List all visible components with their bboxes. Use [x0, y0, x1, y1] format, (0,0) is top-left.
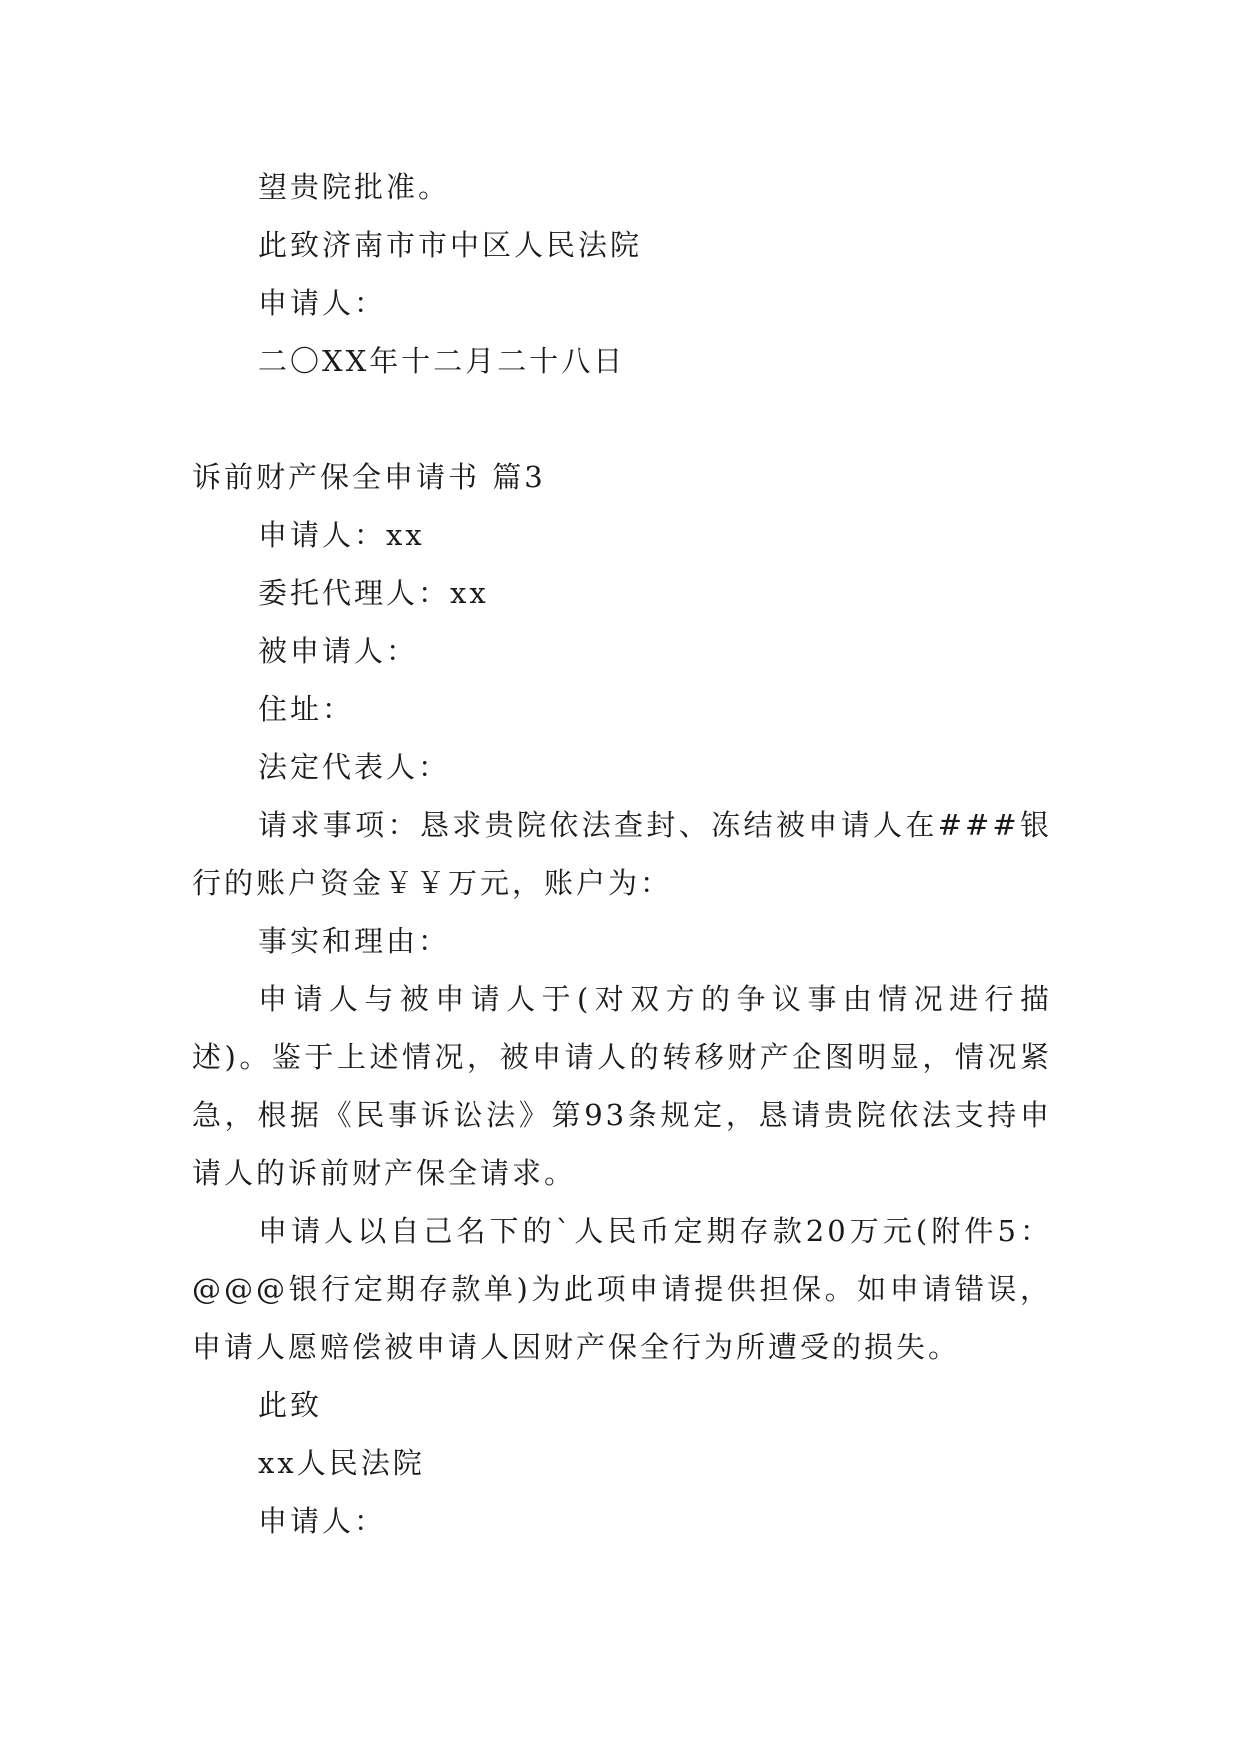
applicant-line: 申请人：xx	[258, 518, 425, 552]
agent-line: 委托代理人：xx	[258, 576, 489, 610]
final-signature-line: 申请人：	[258, 1504, 387, 1538]
date-line: 二〇XX年十二月二十八日	[258, 344, 626, 378]
address-line: 住址：	[258, 692, 355, 726]
document-body	[192, 158, 1052, 1550]
request-items-paragraph: 请求事项：恳求贵院依法查封、冻结被申请人在###银行的账户资金￥￥万元，账户为：	[192, 808, 1052, 900]
addressee-line: 此致济南市市中区人民法院	[258, 228, 643, 262]
facts-heading: 事实和理由：	[258, 924, 451, 958]
section-spacer	[192, 390, 1052, 448]
applicant-signature-line: 申请人：	[258, 286, 387, 320]
guarantee-paragraph: 申请人以自己名下的`人民币定期存款20万元(附件5：@@@银行定期存款单)为此项申请提供担保。如申请错误，申请人愿赔偿被申请人因财产保全行为所遭受的损失。	[192, 1214, 1052, 1364]
legal-representative-line: 法定代表人：	[258, 750, 451, 784]
court-line: xx人民法院	[258, 1446, 425, 1480]
approval-line: 望贵院批准。	[258, 170, 451, 204]
facts-paragraph: 申请人与被申请人于(对双方的争议事由情况进行描述)。鉴于上述情况，被申请人的转移财产企图明显，情况紧急，根据《民事诉讼法》第93条规定，恳请贵院依法支持申请人的诉前财产保全请求。	[192, 982, 1052, 1190]
closing-line: 此致	[258, 1388, 323, 1422]
section-title: 诉前财产保全申请书 篇3	[192, 460, 546, 494]
respondent-line: 被申请人：	[258, 634, 419, 668]
